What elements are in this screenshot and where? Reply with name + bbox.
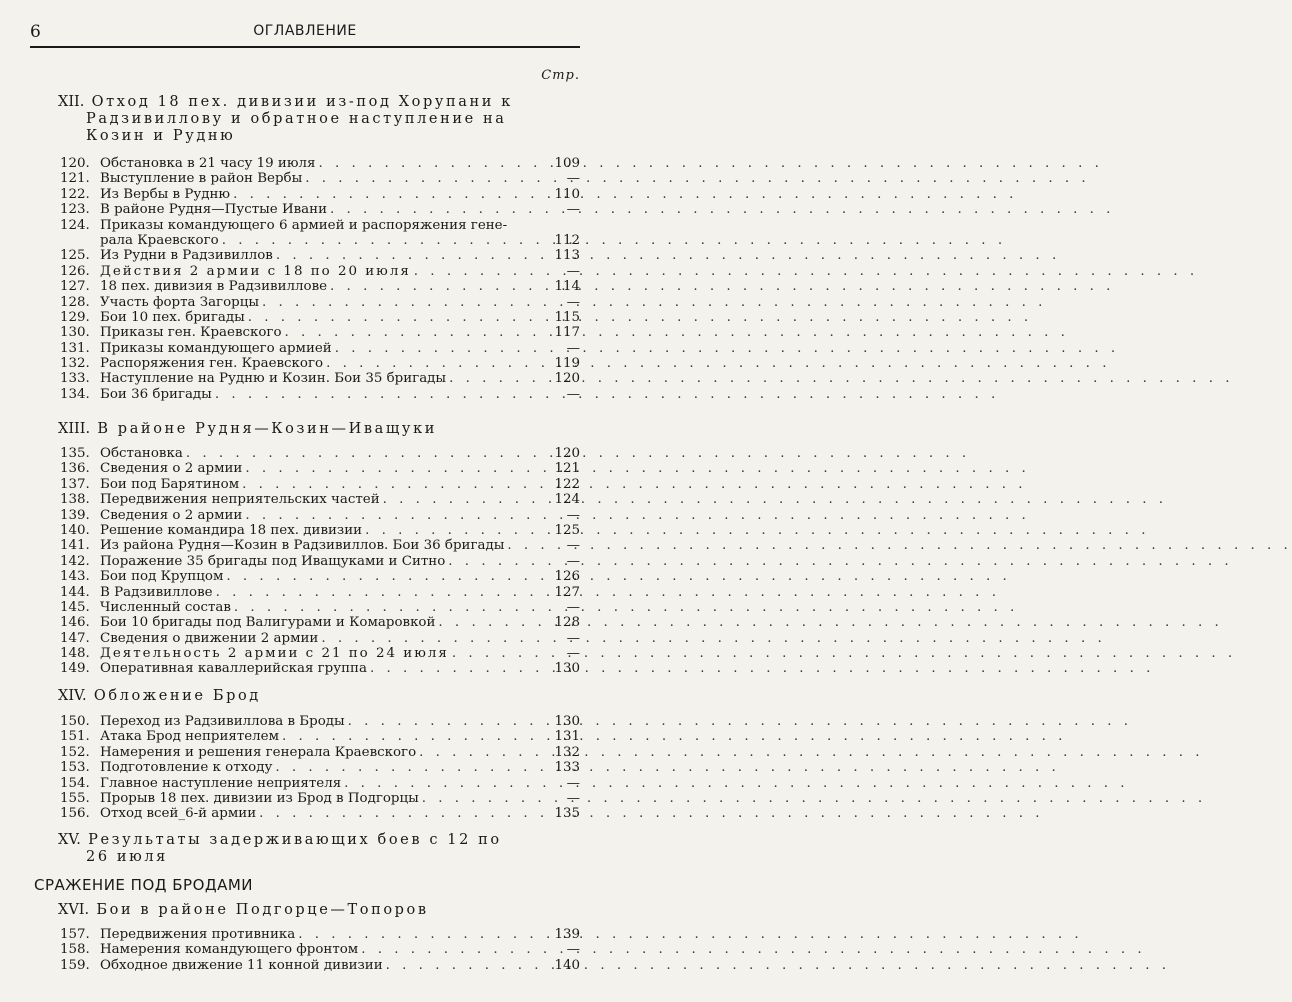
entry-title-wrap (100, 156, 554, 171)
chapter-title-line: В районе Рудня—Козин—Иващуки (97, 421, 437, 437)
page-number: 6 (30, 22, 41, 42)
dot-leader (330, 202, 551, 217)
dot-leader (383, 492, 551, 507)
toc-entry (60, 615, 580, 630)
toc-list-xvi (60, 927, 580, 973)
entry-page: 133 (554, 760, 580, 776)
toc-entry (60, 171, 580, 186)
entry-number: 145. (60, 599, 90, 615)
dot-leader (419, 745, 551, 760)
toc-entry (60, 356, 580, 371)
entry-page: — (566, 942, 580, 958)
entry-number: 154. (60, 775, 90, 791)
entry-page: 140 (554, 957, 580, 973)
entry-number: 141. (60, 538, 90, 554)
toc-entry (60, 714, 580, 729)
entry-title-wrap (100, 523, 554, 538)
toc-entry (60, 927, 580, 942)
entry-page: — (566, 538, 580, 554)
dot-leader (335, 341, 551, 356)
entry-number: 134. (60, 386, 90, 402)
entry-title-wrap (100, 325, 554, 340)
entry-title: Деятельность 2 армии с 21 по 24 июля (100, 646, 449, 662)
chapter-number: XIV. (58, 688, 87, 704)
entry-title-wrap (100, 615, 554, 630)
chapter-title-line: Отход 18 пех. дивизии из-под Хорупани к (91, 94, 513, 110)
dot-leader (305, 171, 551, 186)
dot-leader (275, 760, 551, 775)
running-title: ОГЛАВЛЕНИЕ (253, 23, 357, 39)
entry-page: 135 (554, 806, 580, 822)
entry-number: 120. (60, 156, 90, 171)
entry-number: 140. (60, 522, 90, 538)
entry-page: — (566, 202, 580, 218)
dot-leader (386, 958, 551, 973)
entry-number: 128. (60, 294, 90, 310)
entry-page: 128 (554, 615, 580, 631)
entry-number: 131. (60, 340, 90, 356)
entry-number: 148. (60, 646, 90, 662)
entry-title-wrap (100, 585, 554, 600)
entry-title: Главное наступление неприятеля (100, 775, 342, 791)
entry-page: 112 (554, 232, 580, 248)
entry-title-wrap (100, 264, 554, 279)
entry-number: 155. (60, 790, 90, 806)
running-header (30, 22, 580, 48)
entry-number: 143. (60, 569, 90, 585)
entry-title: Прорыв 18 пех. дивизии из Брод в Подгорцы (100, 790, 419, 806)
dot-leader (507, 538, 551, 553)
entry-title: Передвижения неприятельских частей (100, 492, 380, 508)
entry-page: 121 (554, 461, 580, 477)
toc-entry (60, 325, 580, 340)
entry-number: 144. (60, 584, 90, 600)
entry-title-wrap (100, 310, 554, 325)
entry-title-wrap (100, 171, 554, 186)
dot-leader (422, 791, 551, 806)
chapter-heading-xv (58, 832, 580, 866)
toc-entry (60, 631, 580, 646)
entry-number: 123. (60, 202, 90, 218)
toc-entry (60, 806, 580, 821)
entry-title-wrap (100, 600, 554, 615)
entry-title: Намерения командующего фронтом (100, 942, 359, 958)
entry-page: — (566, 790, 580, 806)
dot-leader (215, 387, 551, 402)
toc-entry (60, 958, 580, 973)
entry-number: 127. (60, 279, 90, 295)
entry-title: Обстановка (100, 446, 183, 461)
dot-leader (245, 461, 551, 476)
entry-page: 127 (554, 584, 580, 600)
entry-page: 125 (554, 522, 580, 538)
chapter-heading-xii (58, 94, 580, 145)
entry-title: Наступление на Рудню и Козин. Бои 35 бригады (100, 371, 447, 387)
entry-page: 120 (554, 446, 580, 461)
dot-leader (298, 927, 551, 942)
toc-entry (60, 776, 580, 791)
dot-leader (259, 806, 551, 821)
entry-title: Переход из Радзивиллова в Броды (100, 714, 345, 729)
chapter-title-line: Козин и Рудню (86, 128, 236, 144)
toc-entry (60, 791, 580, 806)
toc-entry (60, 523, 580, 538)
entry-page: — (566, 630, 580, 646)
entry-number: 157. (60, 927, 90, 942)
chapter-title-line: Бои в районе Подгорце—Топоров (96, 902, 429, 918)
entry-number: 150. (60, 714, 90, 729)
dot-leader (365, 523, 551, 538)
dot-leader (330, 279, 551, 294)
toc-entry (60, 264, 580, 279)
entry-page: 130 (554, 714, 580, 729)
entry-page: 139 (554, 927, 580, 942)
entry-page: 110 (554, 186, 580, 202)
entry-page: 115 (554, 309, 580, 325)
dot-leader (370, 661, 551, 676)
entry-title: Действия 2 армии с 18 по 20 июля (100, 263, 411, 279)
entry-page: — (566, 340, 580, 356)
entry-title-wrap (100, 492, 554, 507)
entry-number: 149. (60, 661, 90, 677)
toc-entry (60, 508, 580, 523)
entry-number: 158. (60, 942, 90, 958)
dot-leader (234, 600, 551, 615)
entry-title: Бои под Крупцом (100, 569, 224, 585)
toc-entry (60, 760, 580, 775)
chapter-heading-xiii (58, 421, 580, 438)
entry-number: 142. (60, 553, 90, 569)
toc-entry (60, 218, 580, 249)
chapter-heading-xiv (58, 688, 580, 705)
entry-number: 125. (60, 248, 90, 264)
page-column-label: Стр. (541, 68, 580, 83)
toc-entry (60, 569, 580, 584)
entry-number: 130. (60, 325, 90, 341)
entry-title: В Радзивиллове (100, 584, 213, 600)
toc-entry (60, 585, 580, 600)
entry-line (60, 233, 580, 248)
toc-entry (60, 646, 580, 661)
entry-number: 146. (60, 615, 90, 631)
dot-leader (222, 233, 551, 248)
toc-entry (60, 461, 580, 476)
entry-title-wrap (100, 446, 554, 461)
dot-leader (285, 325, 551, 340)
entry-title-wrap (100, 508, 554, 523)
entry-page: — (566, 507, 580, 523)
dot-leader (452, 646, 551, 661)
entry-title-wrap (100, 387, 554, 402)
entry-title-wrap (100, 538, 554, 553)
entry-title-wrap (100, 341, 554, 356)
entry-title: Участь форта Загорцы (100, 294, 259, 310)
toc-entry (60, 446, 580, 461)
entry-title-wrap (100, 569, 554, 584)
entry-title: Поражение 35 бригады под Иващуками и Ситно (100, 553, 446, 569)
entry-page: 122 (554, 476, 580, 492)
chapter-title-line: Обложение Брод (93, 688, 261, 704)
entry-number: 121. (60, 171, 90, 187)
toc-entry (60, 600, 580, 615)
toc-entry (60, 538, 580, 553)
entry-title: Обходное движение 11 конной дивизии (100, 957, 383, 973)
entry-title-wrap (100, 745, 554, 760)
dot-leader (318, 156, 551, 171)
entry-line (60, 218, 580, 233)
dot-leader (449, 371, 551, 386)
entry-title: Бои 36 бригады (100, 386, 212, 402)
toc-entry (60, 202, 580, 217)
entry-title: Приказы командующего 6 армией и распоряжения гене- (100, 217, 508, 233)
entry-number: 159. (60, 957, 90, 973)
dot-leader (321, 631, 551, 646)
entry-page: — (566, 553, 580, 569)
entry-page: 126 (554, 569, 580, 585)
entry-page: 117 (554, 325, 580, 341)
entry-number: 133. (60, 371, 90, 387)
entry-number: 126. (60, 263, 90, 279)
entry-title-wrap (100, 356, 554, 371)
entry-title-wrap (100, 248, 554, 263)
entry-page: 131 (554, 729, 580, 745)
chapter-title-line: Результаты задерживающих боев с 12 по (88, 832, 502, 848)
dot-leader (262, 295, 551, 310)
entry-page: — (566, 775, 580, 791)
entry-number: 136. (60, 461, 90, 477)
entry-title-wrap (100, 776, 554, 791)
entry-title: Сведения о 2 армии (100, 461, 243, 477)
entry-title-wrap (100, 806, 554, 821)
entry-page: 119 (554, 356, 580, 372)
entry-title: Атака Брод неприятелем (100, 729, 280, 745)
entry-title-wrap (100, 791, 554, 806)
entry-title-wrap (100, 631, 554, 646)
dot-leader (226, 569, 551, 584)
entry-page: 130 (554, 661, 580, 677)
entry-number: 152. (60, 744, 90, 760)
entry-number: 153. (60, 760, 90, 776)
entry-page: — (566, 171, 580, 187)
entry-page: 113 (554, 248, 580, 264)
entry-number: 137. (60, 476, 90, 492)
entry-page: — (566, 294, 580, 310)
entry-page: — (566, 263, 580, 279)
entry-page: 124 (554, 492, 580, 508)
toc-entry (60, 248, 580, 263)
entry-title: Из Рудни в Радзивиллов (100, 248, 273, 264)
entry-title-wrap (100, 279, 554, 294)
entry-title-wrap (100, 646, 554, 661)
dot-leader (242, 477, 551, 492)
entry-title: Бои 10 пех. бригады (100, 309, 245, 325)
toc-entry (60, 729, 580, 744)
entry-title: Распоряжения ген. Краевского (100, 356, 324, 372)
toc-entry (60, 492, 580, 507)
entry-number: 122. (60, 186, 90, 202)
entry-number: 151. (60, 729, 90, 745)
toc-entry (60, 387, 580, 402)
entry-number: 135. (60, 446, 90, 461)
entry-title-wrap (100, 461, 554, 476)
dot-leader (348, 714, 551, 729)
entry-number: 132. (60, 356, 90, 372)
toc-entry (60, 187, 580, 202)
entry-title-wrap (100, 714, 554, 729)
chapter-number: XV. (58, 832, 81, 848)
entry-number: 139. (60, 507, 90, 523)
toc-entry (60, 942, 580, 957)
entry-title: Приказы ген. Краевского (100, 325, 282, 341)
entry-title: Сведения о 2 армии (100, 507, 243, 523)
entry-title: Бои под Барятином (100, 476, 240, 492)
dot-leader (344, 776, 551, 791)
entry-title-wrap (100, 187, 554, 202)
entry-page: — (566, 386, 580, 402)
entry-title-wrap (100, 942, 554, 957)
toc-entry (60, 371, 580, 386)
toc-list-xii (60, 156, 580, 402)
entry-title-wrap (100, 927, 554, 942)
entry-title: В районе Рудня—Пустые Ивани (100, 202, 327, 218)
entry-title: Подготовление к отходу (100, 760, 273, 776)
entry-title-continued: рала Краевского (100, 232, 219, 248)
entry-page: 132 (554, 744, 580, 760)
entry-title: Из Вербы в Рудню (100, 186, 231, 202)
toc-entry (60, 477, 580, 492)
dot-leader (248, 310, 551, 325)
entry-page: 120 (554, 371, 580, 387)
dot-leader (438, 615, 551, 630)
entry-title: Выступление в район Вербы (100, 171, 303, 187)
toc-entry (60, 745, 580, 760)
entry-title: Оперативная каваллерийская группа (100, 661, 367, 677)
entry-title: Сведения о движении 2 армии (100, 630, 319, 646)
toc-entry (60, 295, 580, 310)
dot-leader (361, 942, 551, 957)
chapter-title-line: Радзивиллову и обратное наступление на (86, 111, 507, 127)
entry-title: Передвижения противника (100, 927, 296, 942)
section-title: СРАЖЕНИЕ ПОД БРОДАМИ (34, 876, 254, 894)
entry-number: 124. (60, 217, 90, 233)
entry-title: Отход всей_6-й армии (100, 806, 257, 822)
entry-title: Намерения и решения генерала Краевского (100, 744, 417, 760)
entry-page: 109 (554, 156, 580, 171)
entry-page: — (566, 599, 580, 615)
entry-page: 114 (554, 279, 580, 295)
entry-title-wrap (100, 371, 554, 386)
entry-number: 147. (60, 630, 90, 646)
toc-entry (60, 661, 580, 676)
chapter-number: XII. (58, 94, 85, 110)
entry-title-wrap (100, 729, 554, 744)
dot-leader (245, 508, 551, 523)
chapter-number: XVI. (58, 902, 90, 918)
toc-entry (60, 156, 580, 171)
entry-title-wrap (100, 295, 554, 310)
dot-leader (186, 446, 551, 461)
entry-page: — (566, 646, 580, 662)
toc-list-xiii (60, 446, 580, 677)
toc-list-xiv (60, 714, 580, 822)
toc-entry (60, 341, 580, 356)
entry-number: 129. (60, 309, 90, 325)
dot-leader (216, 585, 551, 600)
dot-leader (326, 356, 551, 371)
entry-title: 18 пех. дивизия в Радзивиллове (100, 279, 328, 295)
chapter-title-line: 26 июля (86, 849, 168, 865)
entry-title: Приказы командующего армией (100, 340, 332, 356)
entry-title: Численный состав (100, 599, 231, 615)
toc-entry (60, 279, 580, 294)
entry-number: 156. (60, 806, 90, 822)
toc-entry (60, 554, 580, 569)
toc-entry (60, 310, 580, 325)
entry-title: Решение командира 18 пех. дивизии (100, 522, 363, 538)
entry-title: Обстановка в 21 часу 19 июля (100, 156, 316, 171)
entry-title: Бои 10 бригады под Валигурами и Комаровкой (100, 615, 436, 631)
chapter-heading-xvi (58, 902, 580, 919)
entry-title-wrap (100, 958, 554, 973)
entry-title-wrap (100, 477, 554, 492)
entry-title-wrap (100, 760, 554, 775)
dot-leader (282, 729, 551, 744)
entry-title-wrap (100, 554, 554, 569)
entry-number: 138. (60, 492, 90, 508)
entry-title-wrap (100, 661, 554, 676)
dot-leader (233, 187, 551, 202)
dot-leader (414, 264, 551, 279)
entry-title-wrap (100, 202, 554, 217)
dot-leader (448, 554, 551, 569)
entry-title: Из района Рудня—Козин в Радзивиллов. Бои 36 бригады (100, 538, 505, 554)
dot-leader (276, 248, 551, 263)
chapter-number: XIII. (58, 421, 91, 437)
